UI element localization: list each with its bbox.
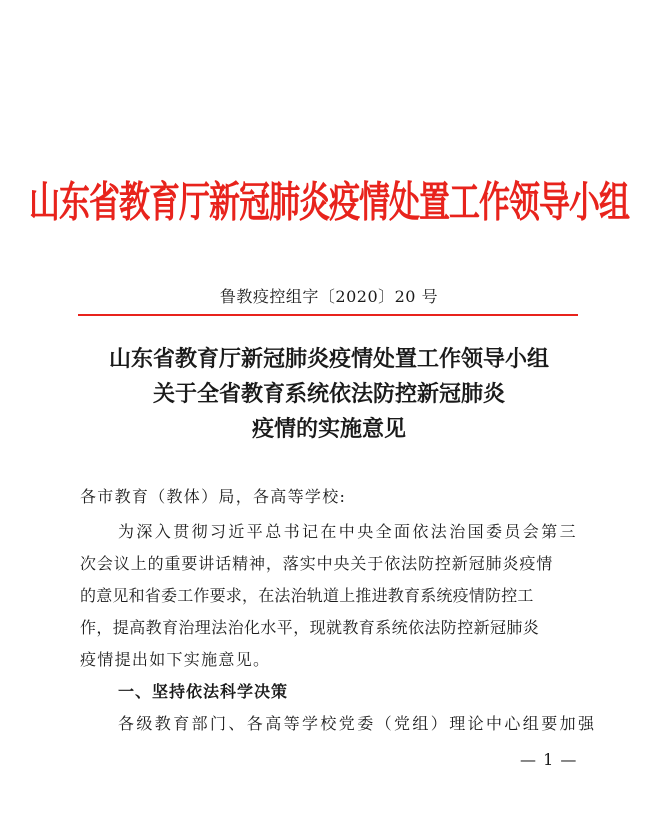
red-separator-line	[78, 314, 578, 316]
paragraph-line: 的意见和省委工作要求，在法治轨道上推进教育系统疫情防控工	[80, 586, 534, 605]
paragraph-line: 疫情提出如下实施意见。	[80, 650, 271, 669]
document-title	[0, 342, 658, 447]
issuer-header-title: 山东省教育厅新冠肺炎疫情处置工作领导小组	[29, 178, 629, 228]
section-heading: 一、坚持依法科学决策	[118, 682, 289, 701]
title-line-1: 山东省教育厅新冠肺炎疫情处置工作领导小组	[108, 346, 549, 372]
paragraph-line: 作，提高教育治理法治化水平，现就教育系统依法防控新冠肺炎	[80, 618, 540, 637]
page-number: — 1 —	[520, 750, 578, 769]
title-line-2: 关于全省教育系统依法防控新冠肺炎	[152, 381, 505, 407]
salutation: 各市教育（教体）局，各高等学校:	[80, 487, 347, 506]
title-line-3: 疫情的实施意见	[251, 416, 406, 442]
paragraph-line: 次会议上的重要讲话精神，落实中央关于依法防控新冠肺炎疫情	[80, 554, 554, 573]
body-text	[80, 516, 597, 740]
document-number: 鲁教疫控组字〔2020〕20 号	[219, 287, 439, 306]
paragraph-line: 为深入贯彻习近平总书记在中央全面依法治国委员会第三	[118, 522, 579, 541]
paragraph-line: 各级教育部门、各高等学校党委（党组）理论中心组要加强	[118, 714, 597, 733]
